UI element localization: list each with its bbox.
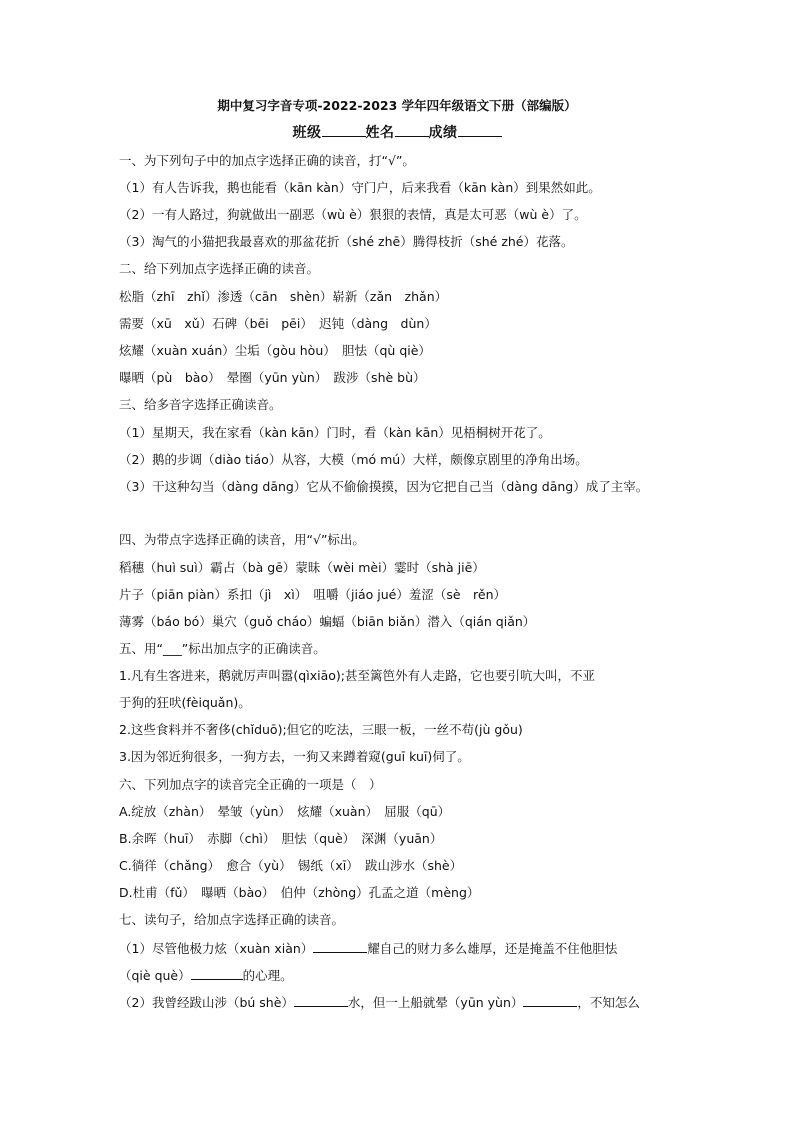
section-2-heading: 二、给下列加点字选择正确的读音。 bbox=[119, 261, 320, 276]
q1-sentence-1: （1）有人告诉我，鹅也能看（kān kàn）守门户，后来我看（kān kàn）到果然如此。 bbox=[119, 180, 601, 195]
q2-row-2: 需要（xū xǔ）石碑（bēi pēi） 迟钝（dàng dùn） bbox=[119, 316, 437, 331]
section-7-heading: 七、读句子，给加点字选择正确的读音。 bbox=[119, 912, 345, 927]
q7-1-blank-2[interactable] bbox=[191, 967, 243, 980]
q4-row-3: 薄雾（báo bó）巢穴（guǒ cháo）蝙蝠（biān biǎn）潜入（qián qiǎn） bbox=[119, 614, 536, 629]
section-3-heading: 三、给多音字选择正确读音。 bbox=[119, 397, 282, 412]
student-info-line bbox=[0, 122, 794, 142]
q7-1-blank-1[interactable] bbox=[313, 940, 367, 953]
q6-option-d: D.杜甫（fǔ） 曝晒（bào） 伯仲（zhòng）孔孟之道（mèng） bbox=[119, 885, 480, 900]
q7-sentence-1 bbox=[119, 940, 617, 957]
q3-sentence-3: （3）干这种勾当（dàng dāng）它从不偷偷摸摸，因为它把自己当（dàng dāng）成了主宰。 bbox=[119, 479, 649, 494]
score-label: 成绩 bbox=[428, 125, 458, 141]
q3-sentence-1: （1）星期天，我在家看（kàn kān）门时，看（kàn kān）见梧桐树开花了。 bbox=[119, 425, 551, 440]
section-6-heading: 六、下列加点字的读音完全正确的一项是（ ） bbox=[119, 777, 382, 792]
q3-sentence-2: （2）鹅的步调（diào tiáo）从容，大模（mó mú）大样，颇像京剧里的净角出场。 bbox=[119, 452, 588, 467]
q6-option-b: B.余晖（huī） 赤脚（chì） 胆怯（què） 深渊（yuān） bbox=[119, 831, 443, 846]
q1-sentence-2: （2）一有人路过，狗就做出一副恶（wù è）狠狠的表情，真是太可恶（wù è）了。 bbox=[119, 207, 587, 222]
score-blank[interactable] bbox=[458, 124, 502, 137]
q6-option-c: C.徜徉（chǎng） 愈合（yù） 锡纸（xī） 跋山涉水（shè） bbox=[119, 858, 463, 873]
q2-row-3: 炫耀（xuàn xuán）尘垢（gòu hòu） 胆怯（qù qiè） bbox=[119, 343, 431, 358]
q5-sentence-1-cont: 于狗的狂吠(fèiquǎn)。 bbox=[119, 695, 251, 710]
section-5-heading: 五、用“___”标出加点字的正确读音。 bbox=[119, 641, 326, 656]
q7-2-mid: 水，但一上船就晕（yūn yùn） bbox=[347, 995, 524, 1010]
page-title: 期中复习字音专项-2022-2023 学年四年级语文下册（部编版） bbox=[217, 98, 577, 113]
class-blank[interactable] bbox=[322, 124, 366, 137]
q1-sentence-3: （3）淘气的小猫把我最喜欢的那盆花折（shé zhē）腾得枝折（shé zhé）花落。 bbox=[119, 234, 574, 249]
q6-option-a: A.绽放（zhàn） 晕皱（yùn） 炫耀（xuàn） 屈服（qū） bbox=[119, 804, 451, 819]
q5-sentence-1: 1.凡有生客进来，鹅就厉声叫嚣(qìxiāo);甚至篱笆外有人走路，它也要引吭大叫，不亚 bbox=[119, 668, 595, 683]
q7-sentence-2 bbox=[119, 994, 640, 1011]
q7-1b-tail: 的心理。 bbox=[242, 968, 293, 983]
q7-1-tail: 耀自己的财力多么雄厚，还是掩盖不住他胆怯 bbox=[367, 941, 618, 956]
q4-row-1: 稻穗（huì suì）霸占（bà gē）蒙昧（wèi mèi）霎时（shà jiē） bbox=[119, 560, 485, 575]
name-blank[interactable] bbox=[395, 124, 429, 137]
section-1-heading: 一、为下列句子中的加点字选择正确的读音，打“√”。 bbox=[119, 153, 415, 168]
q4-row-2: 片子（piān piàn）系扣（jì xì） 咀嚼（jiáo jué）羞涩（sè rěn） bbox=[119, 587, 507, 602]
q7-2-blank-2[interactable] bbox=[523, 994, 577, 1007]
class-label: 班级 bbox=[292, 125, 322, 141]
q7-2-text: （2）我曾经跋山涉（bú shè） bbox=[119, 995, 294, 1010]
q7-2-blank-1[interactable] bbox=[294, 994, 348, 1007]
q7-sentence-1-cont bbox=[119, 967, 293, 984]
q7-1b-text: （qiè què） bbox=[119, 968, 191, 983]
q5-sentence-2: 2.这些食料并不奢侈(chǐduō);但它的吃法，三眼一板，一丝不苟(jù gǒu) bbox=[119, 722, 523, 737]
q7-2-tail: ，不知怎么 bbox=[577, 995, 640, 1010]
q7-1-text: （1）尽管他极力炫（xuàn xiàn） bbox=[119, 941, 314, 956]
q5-sentence-3: 3.因为邻近狗很多，一狗方去，一狗又来蹲着窥(guī kuī)伺了。 bbox=[119, 749, 470, 764]
name-label: 姓名 bbox=[365, 125, 395, 141]
q2-row-4: 曝晒（pù bào） 晕圈（yūn yùn） 跋涉（shè bù） bbox=[119, 370, 426, 385]
section-4-heading: 四、为带点字选择正确的读音，用“√”标出。 bbox=[119, 532, 365, 547]
q2-row-1: 松脂（zhī zhǐ）渗透（cān shèn）崭新（zǎn zhǎn） bbox=[119, 289, 448, 304]
